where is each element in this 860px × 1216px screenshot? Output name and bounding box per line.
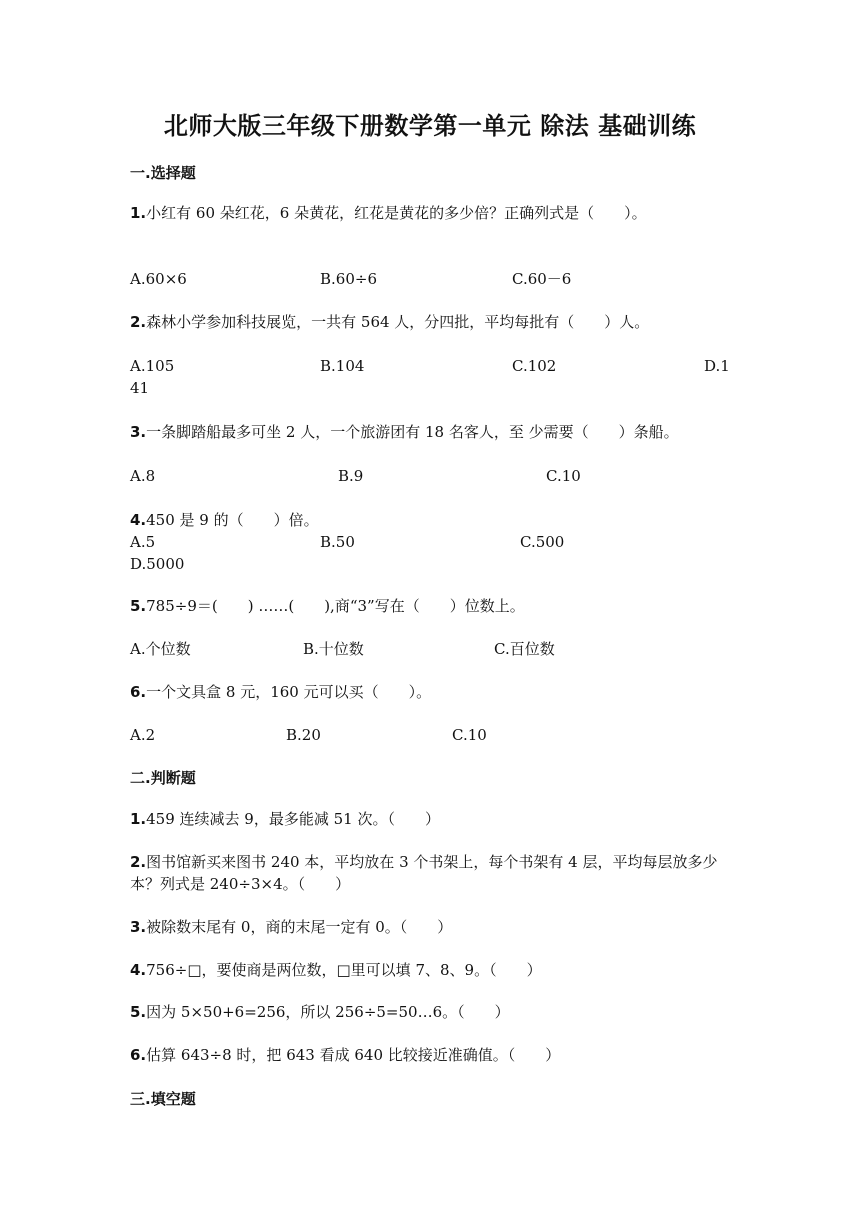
judge-question-6: [130, 1044, 730, 1066]
question-number: 5.: [130, 1003, 147, 1021]
option-c: C.60－6: [512, 270, 572, 288]
question-text: 785÷9＝( ) ……( ),商“3”写在（ ）位数上。: [146, 597, 525, 615]
option-c: C.10: [452, 726, 487, 744]
question-number: 4.: [130, 961, 147, 979]
option-c: C.10: [546, 467, 581, 485]
judge-question-2: [130, 851, 730, 895]
option-c: C.百位数: [494, 640, 555, 658]
option-d: D.5000: [130, 555, 185, 573]
option-a: A.5: [130, 533, 156, 551]
question-text: 估算 643÷8 时，把 643 看成 640 比较接近准确值。（ ）: [146, 1046, 561, 1064]
question-text: 459 连续减去 9，最多能减 51 次。（ ）: [146, 810, 440, 828]
judge-question-5: [130, 1001, 730, 1023]
option-b: B.60÷6: [320, 270, 377, 288]
question-number: 6.: [130, 683, 147, 701]
question-text: 被除数末尾有 0，商的末尾一定有 0。（ ）: [146, 918, 453, 936]
question-number: 3.: [130, 423, 147, 441]
choice-question-1: [130, 202, 650, 224]
question-number: 4.: [130, 511, 147, 529]
section-fill-heading: 三.填空题: [130, 1090, 196, 1108]
option-b: B.104: [320, 357, 365, 375]
option-b: B.9: [338, 467, 364, 485]
judge-question-1: [130, 808, 730, 830]
option-b: B.20: [286, 726, 321, 744]
question-text: 450 是 9 的（ ）倍。: [146, 511, 319, 529]
question-number: 2.: [130, 313, 147, 331]
question-text: 因为 5×50+6=256，所以 256÷5=50…6。（ ）: [146, 1003, 510, 1021]
section-choice-heading: 一.选择题: [130, 164, 196, 182]
option-a: A.60×6: [130, 270, 187, 288]
question-number: 6.: [130, 1046, 147, 1064]
question-number: 1.: [130, 810, 147, 828]
question-number: 3.: [130, 918, 147, 936]
option-a: A.2: [130, 726, 156, 744]
option-d: D.1: [704, 357, 730, 375]
choice-question-6: [130, 681, 730, 703]
choice-question-4: [130, 509, 730, 531]
question-text: 一个文具盒 8 元，160 元可以买（ ）。: [146, 683, 432, 701]
question-number: 1.: [130, 204, 147, 222]
question-text: 小红有 60 朵红花，6 朵黄花，红花是黄花的多少倍？正确列式是（ ）。: [146, 204, 647, 222]
question-number: 2.: [130, 853, 147, 871]
option-b: B.50: [320, 533, 355, 551]
option-a: A.8: [130, 467, 156, 485]
option-d-wrap: 41: [130, 379, 150, 397]
judge-question-3: [130, 916, 730, 938]
option-a: A.个位数: [130, 640, 191, 658]
question-text: 图书馆新买来图书 240 本，平均放在 3 个书架上，每个书架有 4 层，平均每层放多少本？列式是 240÷3×4。（ ）: [130, 853, 718, 893]
question-text: 756÷□，要使商是两位数，□里可以填 7、8、9。（ ）: [146, 961, 542, 979]
option-a: A.105: [130, 357, 175, 375]
question-number: 5.: [130, 597, 147, 615]
choice-question-5: [130, 595, 730, 617]
choice-question-3: [130, 421, 730, 443]
option-c: C.102: [512, 357, 557, 375]
question-text: 一条脚踏船最多可坐 2 人，一个旅游团有 18 名客人，至 少需要（ ）条船。: [146, 423, 679, 441]
option-b: B.十位数: [303, 640, 364, 658]
section-judge-heading: 二.判断题: [130, 769, 196, 787]
page-title: 北师大版三年级下册数学第一单元 除法 基础训练: [163, 112, 697, 140]
choice-question-2: [130, 311, 700, 333]
judge-question-4: [130, 959, 730, 981]
option-c: C.500: [520, 533, 565, 551]
question-text: 森林小学参加科技展览，一共有 564 人，分四批，平均每批有（ ）人。: [146, 313, 650, 331]
